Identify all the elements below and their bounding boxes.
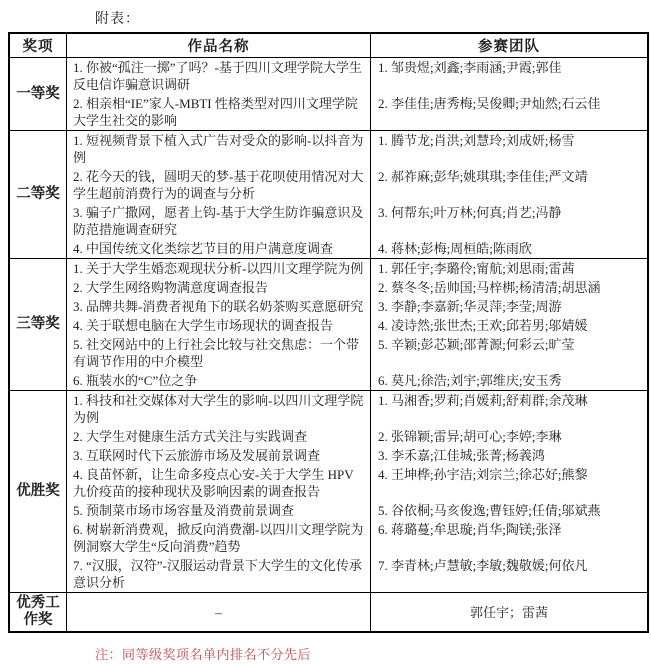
table-header-row [10, 34, 647, 57]
team-names: 1. 邹贵煜;刘鑫;李雨涵;尹霞;郭佳 [378, 60, 562, 75]
team-names: 4. 蒋林;彭梅;周桓皓;陈雨欣 [378, 241, 532, 256]
team-names: 7. 李青林;卢慧敏;李敏;魏敬媛;何依凡 [378, 558, 588, 573]
award-row [10, 258, 647, 390]
award-name: 一等奖 [10, 58, 67, 130]
team-names: 郭任宇；雷茜 [469, 604, 548, 620]
work-title: 3. 品牌共舞-消费者视角下的联名奶茶购买意愿研究 [67, 297, 371, 316]
work-title: 4. 良苗怀新，让生命多疫点心安-关于大学生 HPV 九价疫苗的接种现状及影响因素的调查报告 [67, 465, 371, 501]
work-title: 1. 科技和社交媒体对大学生的影响-以四川文理学院为例 [67, 391, 371, 427]
team-names: 6. 莫凡;徐浩;刘宇;郭维庆;安玉秀 [378, 373, 562, 388]
team-names: 3. 李静;李嘉新;华灵萍;李莹;周游 [378, 299, 562, 314]
team-names: 4. 凌诗然;张世杰;王欢;邱若男;邬婧媛 [378, 318, 588, 333]
work-title: 5. 社交网站中的上行社会比较与社交焦虑：一个带有调节作用的中介模型 [67, 335, 371, 371]
award-name: 二等奖 [10, 131, 67, 258]
awards-table [8, 32, 649, 633]
work-title: 2. 大学生对健康生活方式关注与实践调查 [67, 427, 371, 446]
team-names: 6. 蒋璐蔓;牟思璇;肖华;陶镁;张泽 [378, 522, 562, 537]
work-title: 4. 中国传统文化类综艺节目的用户满意度调查 [67, 239, 371, 258]
header-award-column: 奖项 [10, 34, 67, 57]
work-title: 2. 相亲相“IE”家人-MBTI 性格类型对四川文理学院大学生社交的影响 [67, 94, 371, 130]
work-title: 6. 树崭新消费观，掀反向消费潮-以四川文理学院为例洞察大学生“反向消费”趋势 [67, 520, 371, 556]
team-names: 5. 辛颖;彭芯颖;邵菁源;何彩云;旷莹 [378, 337, 575, 352]
award-row [10, 390, 647, 592]
team-names: 1. 腾节龙;肖洪;刘慧玲;刘成妍;杨雪 [378, 133, 575, 148]
award-row-items [67, 391, 647, 592]
team-names: 1. 郭任宇;李璐伶;甯航;刘思雨;雷茜 [378, 261, 575, 276]
work-title: 6. 瓶装水的“C”位之争 [67, 371, 371, 390]
award-row-items [67, 58, 647, 130]
team-names: 2. 张锦颖;雷异;胡可心;李婷;李琳 [378, 429, 562, 444]
work-title: – [67, 593, 371, 631]
header-team-column: 参赛团队 [478, 39, 540, 55]
work-title: 7. “汉服，汉符”-汉服运动背景下大学生的文化传承意识分析 [67, 556, 371, 592]
footnote: 注：同等级奖项名单内排名不分先后 [95, 647, 312, 662]
award-name: 优秀工作奖 [10, 593, 67, 631]
award-row-items [67, 593, 647, 631]
award-row-items [67, 259, 647, 390]
work-title: 2. 大学生网络购物满意度调查报告 [67, 278, 371, 297]
team-names: 1. 马湘香;罗莉;肖媛莉;舒莉群;余茂琳 [378, 393, 588, 408]
table-caption: 附表： [95, 12, 140, 27]
work-title: 1. 你被“孤注一掷”了吗？-基于四川文理学院大学生反电信诈骗意识调研 [67, 58, 371, 94]
team-names: 2. 蔡冬冬;岳帅国;马梓梆;杨清清;胡思涵 [378, 280, 601, 295]
award-row [10, 592, 647, 631]
award-row [10, 130, 647, 258]
team-names: 2. 李佳佳;唐秀梅;吴俊卿;尹灿然;石云佳 [378, 96, 601, 111]
award-name: 三等奖 [10, 259, 67, 390]
team-names: 2. 郝祚麻;彭华;姚琪琪;李佳佳;严文靖 [378, 169, 588, 184]
award-row [10, 57, 647, 130]
header-work-column: 作品名称 [67, 34, 371, 57]
team-names: 5. 谷依桐;马亥俊逸;曹钰婷;任倩;邬斌燕 [378, 503, 601, 518]
award-row-items [67, 131, 647, 258]
team-names: 3. 何帮东;叶万林;何真;肖艺;冯静 [378, 205, 562, 220]
team-names: 3. 李禾嘉;江佳城;张菁;杨義鸿 [378, 448, 545, 463]
work-title: 3. 互联网时代下云旅游市场及发展前景调查 [67, 446, 371, 465]
team-names: 4. 王坤桦;孙宇洁;刘宗兰;徐芯好;熊黎 [378, 467, 588, 482]
table-body [10, 57, 647, 631]
work-title: 2. 花今天的钱，圆明天的梦-基于花呗使用情况对大学生超前消费行为的调查与分析 [67, 167, 371, 203]
work-title: 3. 骗子广撒网，愿者上钩-基于大学生防诈骗意识及防范措施调查研究 [67, 203, 371, 239]
work-title: 4. 关于联想电脑在大学生市场现状的调查报告 [67, 316, 371, 335]
work-title: 1. 关于大学生婚恋观现状分析-以四川文理学院为例 [67, 259, 371, 278]
work-title: 1. 短视频背景下植入式广告对受众的影响-以抖音为例 [67, 131, 371, 167]
award-name: 优胜奖 [10, 391, 67, 592]
work-title: 5. 预制菜市场市场容量及消费前景调查 [67, 501, 371, 520]
